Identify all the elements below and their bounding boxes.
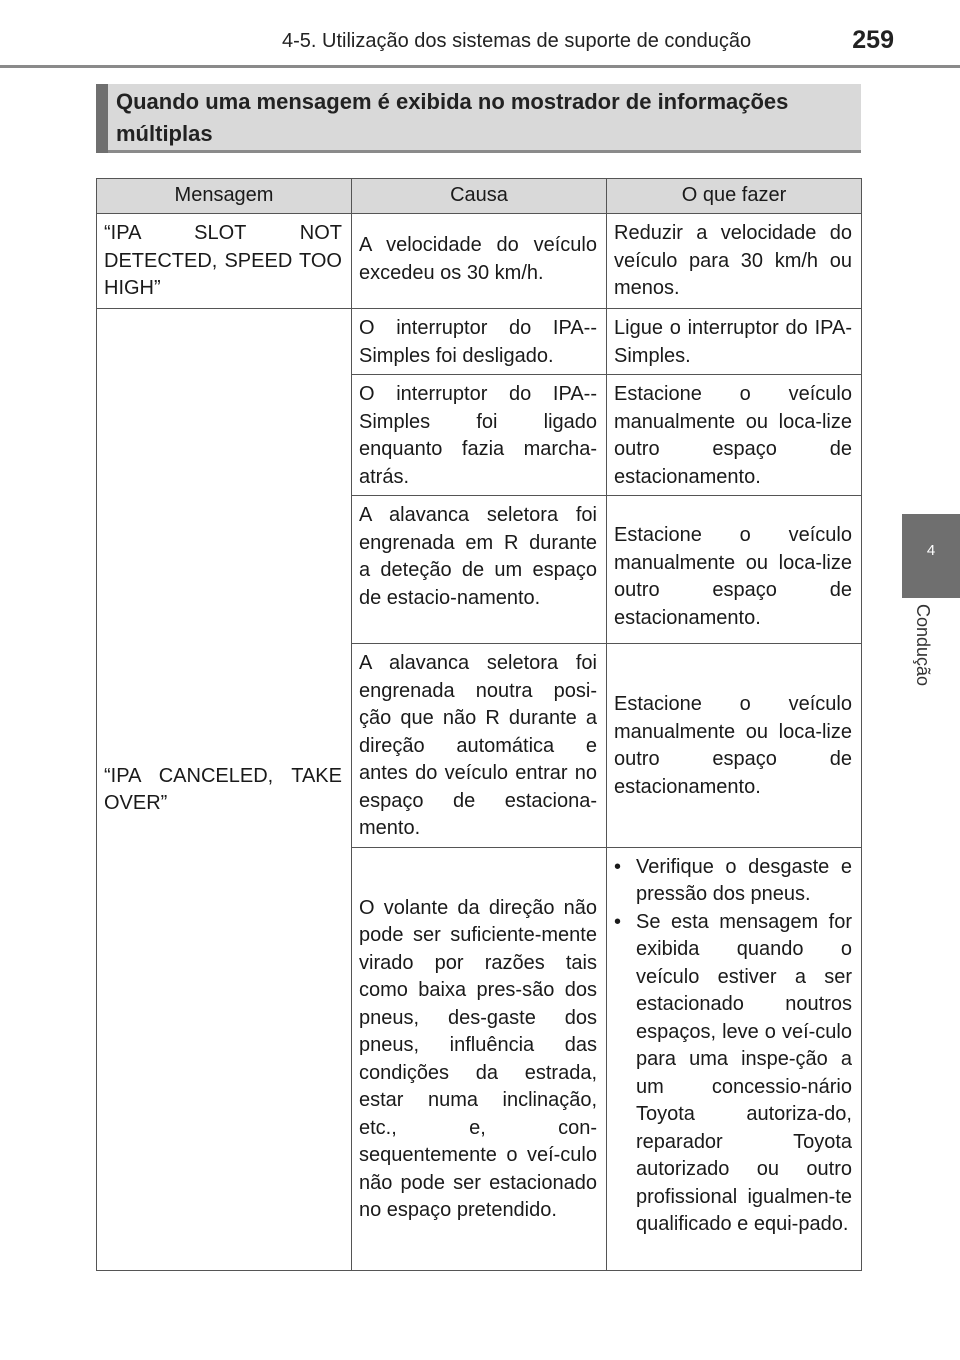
table-header-row xyxy=(97,179,862,214)
cause-cell: A velocidade do veículo excedeu os 30 km/h. xyxy=(352,214,607,309)
message-cell: “IPA CANCELED, TAKE OVER” xyxy=(97,309,352,1271)
header-divider xyxy=(0,65,960,68)
section-banner xyxy=(96,84,861,153)
action-cell: Estacione o veículo manualmente ou loca-lize outro espaço de estacionamento. xyxy=(607,644,862,848)
bullet-icon: • xyxy=(614,910,622,933)
table-row xyxy=(97,309,862,375)
page-number: 259 xyxy=(852,26,894,54)
action-cell: Estacione o veículo manualmente ou loca-lize outro espaço de estacionamento. xyxy=(607,496,862,644)
cause-cell: O volante da direção não pode ser suficiente-mente virado por razões tais como baixa pres-são dos pneus, des-gaste dos pneus, influência das condições da estrada, estar numa inclinação, etc., e, con-sequentemente o veí-culo não pode ser estacionado no espaço pretendido. xyxy=(352,847,607,1270)
cause-cell: A alavanca seletora foi engrenada noutra posi-ção que não R durante a direção automática e antes do veículo entrar no espaço de estaciona-mento. xyxy=(352,644,607,848)
chapter-label: Condução xyxy=(913,604,933,687)
section-heading: 4-5. Utilização dos sistemas de suporte de condução xyxy=(282,30,752,52)
banner-title: Quando uma mensagem é exibida no mostrador de informações múltiplas xyxy=(116,89,789,146)
list-item xyxy=(614,854,852,909)
list-item xyxy=(614,909,852,1239)
message-table xyxy=(96,178,862,1271)
chapter-number: 4 xyxy=(926,542,936,559)
column-header-action: O que fazer xyxy=(607,179,862,214)
cause-cell: O interruptor do IPA--Simples foi ligado enquanto fazia marcha-atrás. xyxy=(352,375,607,496)
action-cell: Estacione o veículo manualmente ou loca-lize outro espaço de estacionamento. xyxy=(607,375,862,496)
action-cell: Ligue o interruptor do IPA-Simples. xyxy=(607,309,862,375)
message-cell: “IPA SLOT NOT DETECTED, SPEED TOO HIGH” xyxy=(97,214,352,309)
cause-cell: O interruptor do IPA--Simples foi desligado. xyxy=(352,309,607,375)
bullet-text: Verifique o desgaste e pressão dos pneus. xyxy=(636,855,852,905)
action-cell: Reduzir a velocidade do veículo para 30 km/h ou menos. xyxy=(607,214,862,309)
table-row xyxy=(97,214,862,309)
cause-cell: A alavanca seletora foi engrenada em R durante a deteção de um espaço de estacio-namento. xyxy=(352,496,607,644)
chapter-tab xyxy=(902,514,960,598)
column-header-message: Mensagem xyxy=(97,179,352,214)
banner-accent-bar xyxy=(96,84,108,153)
column-header-cause: Causa xyxy=(352,179,607,214)
bullet-text: Se esta mensagem for exibida quando o veículo estiver a ser estacionado noutros espaços, leve o veí-culo para uma inspe-ção a um concessio-nário Toyota autoriza-do, reparador Toyota autorizado ou outro profissional igualmen-te qualificado e equi-pado. xyxy=(636,910,852,1235)
action-cell xyxy=(607,847,862,1270)
bullet-icon: • xyxy=(614,855,622,878)
